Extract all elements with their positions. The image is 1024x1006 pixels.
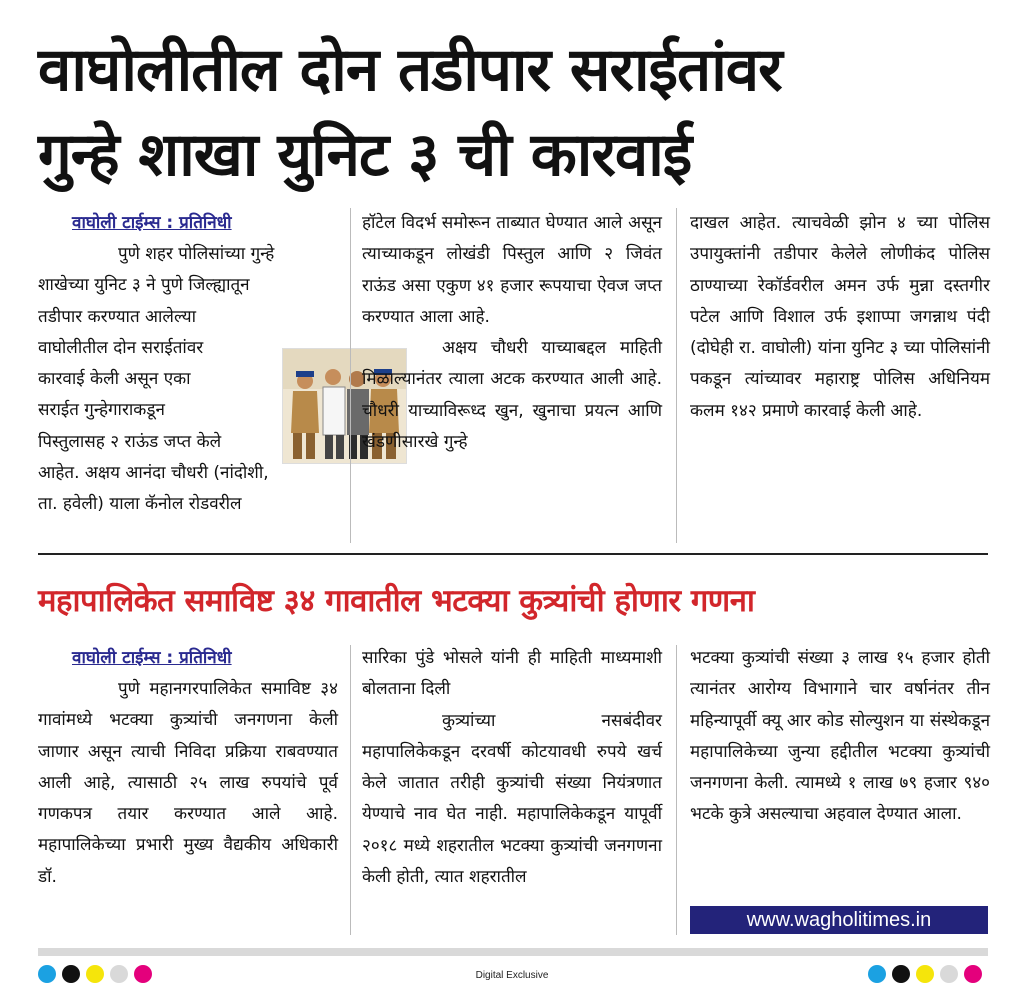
article1-col2-para2: अक्षय चौधरी याच्याबद्दल माहिती मिळाल्यानंतर त्याला अटक करण्यात आली आहे. चौधरी याच्याविरूध्द खुन, खुनाचा प्रयत्न आणि खंडणीसारखे गुन्हे (362, 338, 662, 453)
article1-headline-line1: वाघोलीतील दोन तडीपार सराईतांवर (38, 35, 782, 105)
column-divider (676, 645, 677, 935)
article2-byline: वाघोली टाईम्स : प्रतिनिधी (72, 648, 232, 668)
article1-col1-line: शाखेच्या युनिट ३ ने पुणे जिल्ह्यातून (38, 275, 250, 296)
article1-column-3 (690, 208, 990, 427)
registration-dots-left (38, 965, 152, 983)
magenta-dot-icon (964, 965, 982, 983)
article2-headline: महापालिकेत समाविष्ट ३४ गावातील भटक्या कुत्र्यांची होणार गणना (38, 583, 755, 619)
article1-col1-line: कारवाई केली असून एका (38, 369, 191, 390)
article2-col2-para1: सारिका पुंडे भोसले यांनी ही माहिती माध्यमाशी बोलताना दिली (362, 648, 662, 700)
article2-col1-para1: पुणे महानगरपालिकेत समाविष्ट ३४ गावांमध्ये भटक्या कुत्र्यांची जनगणना केली जाणार असून त्याची निविदा प्रक्रिया राबवण्यात आली आहे, त्यासाठी २५ लाख रुपयांचे पूर्व गणकपत्र तयार करण्यात आले आहे. महापालिकेच्या प्रभारी मुख्य वैद्यकीय अधिकारी डॉ. (38, 679, 338, 887)
grey-dot-icon (940, 965, 958, 983)
column-divider (676, 208, 677, 543)
article2-col2-para2: कुत्र्यांच्या नसबंदीवर महापालिकेकडून दरवर्षी कोटयावधी रुपये खर्च केले जातात तरीही कुत्र्यांची संख्या नियंत्रणात येण्याचे नाव घेत नाही. महापालिकेकडून यापूर्वी २०१८ मध्ये शहरातील भटक्या कुत्र्यांची जनगणना केली होती, त्यात शहरातील (362, 710, 662, 888)
column-divider (350, 645, 351, 935)
footer-bar (38, 948, 988, 956)
article1-col1-line: पुणे शहर पोलिसांच्या गुन्हे (118, 244, 275, 264)
magenta-dot-icon (134, 965, 152, 983)
black-dot-icon (62, 965, 80, 983)
article1-col1-line: तडीपार करण्यात आलेल्या (38, 306, 196, 327)
article1-col3-para1: दाखल आहेत. त्याचवेळी झोन ४ च्या पोलिस उपायुक्तांनी तडीपार केलेले लोणीकंद पोलिस ठाण्याच्या रेकॉर्डवरील अमन उर्फ मुन्ना दस्तगीर पटेल आणि विशाल उर्फ इशाप्पा जगन्नाथ पंदी (दोघेही रा. वाघोली) यांना युनिट ३ च्या पोलिसांनी पकडून त्यांच्यावर महाराष्ट्र पोलिस अधिनियम कलम १४२ प्रमाणे कारवाई केली आहे. (690, 213, 990, 421)
article1-col1-line: ता. हवेली) याला कॅनोल रोडवरील (38, 494, 242, 515)
footer-label: Digital Exclusive (475, 970, 549, 981)
article1-headline (38, 28, 998, 198)
article2-col3-para1: भटक्या कुत्र्यांची संख्या ३ लाख १५ हजार होती त्यानंतर आरोग्य विभागाने चार वर्षानंतर तीन महिन्यापूर्वी क्यू आर कोड सोल्युशन या संस्थेकडून महापालिकेच्या जुन्या हद्दीतील भटक्या कुत्र्यांची जनगणना केली. त्यामध्ये १ लाख ७९ हजार ९४० भटके कुत्रे असल्याचा अहवाल देण्यात आला. (690, 648, 990, 825)
yellow-dot-icon (86, 965, 104, 983)
article1-column-2 (362, 208, 662, 458)
article2-column-2 (362, 643, 662, 893)
column-divider (350, 208, 351, 543)
article1-headline-line2: गुन्हे शाखा युनिट ३ ची कारवाई (38, 120, 692, 190)
article1-col1-line: पिस्तुलासह २ राऊंड जप्त केले (38, 431, 222, 452)
yellow-dot-icon (916, 965, 934, 983)
article2-column-1 (38, 643, 338, 893)
article2-column-3 (690, 643, 990, 831)
article1-col1-line: वाघोलीतील दोन सराईतांवर (38, 337, 204, 358)
article1-col1-line: आहेत. अक्षय आनंदा चौधरी (नांदोशी, (38, 463, 269, 484)
website-link[interactable]: www.wagholitimes.in (690, 906, 988, 934)
cyan-dot-icon (38, 965, 56, 983)
section-divider (38, 553, 988, 555)
registration-dots-right (868, 965, 982, 983)
article1-col2-para1: हॉटेल विदर्भ समोरून ताब्यात घेण्यात आले असून त्याच्याकडून लोखंडी पिस्तुल आणि २ जिवंत राऊंड असा एकुण ४१ हजार रूपयाचा ऐवज जप्त करण्यात आला आहे. (362, 213, 662, 327)
grey-dot-icon (110, 965, 128, 983)
cyan-dot-icon (868, 965, 886, 983)
article1-byline: वाघोली टाईम्स : प्रतिनिधी (72, 213, 232, 233)
article1-col1-line: सराईत गुन्हेगाराकडून (38, 400, 165, 421)
black-dot-icon (892, 965, 910, 983)
